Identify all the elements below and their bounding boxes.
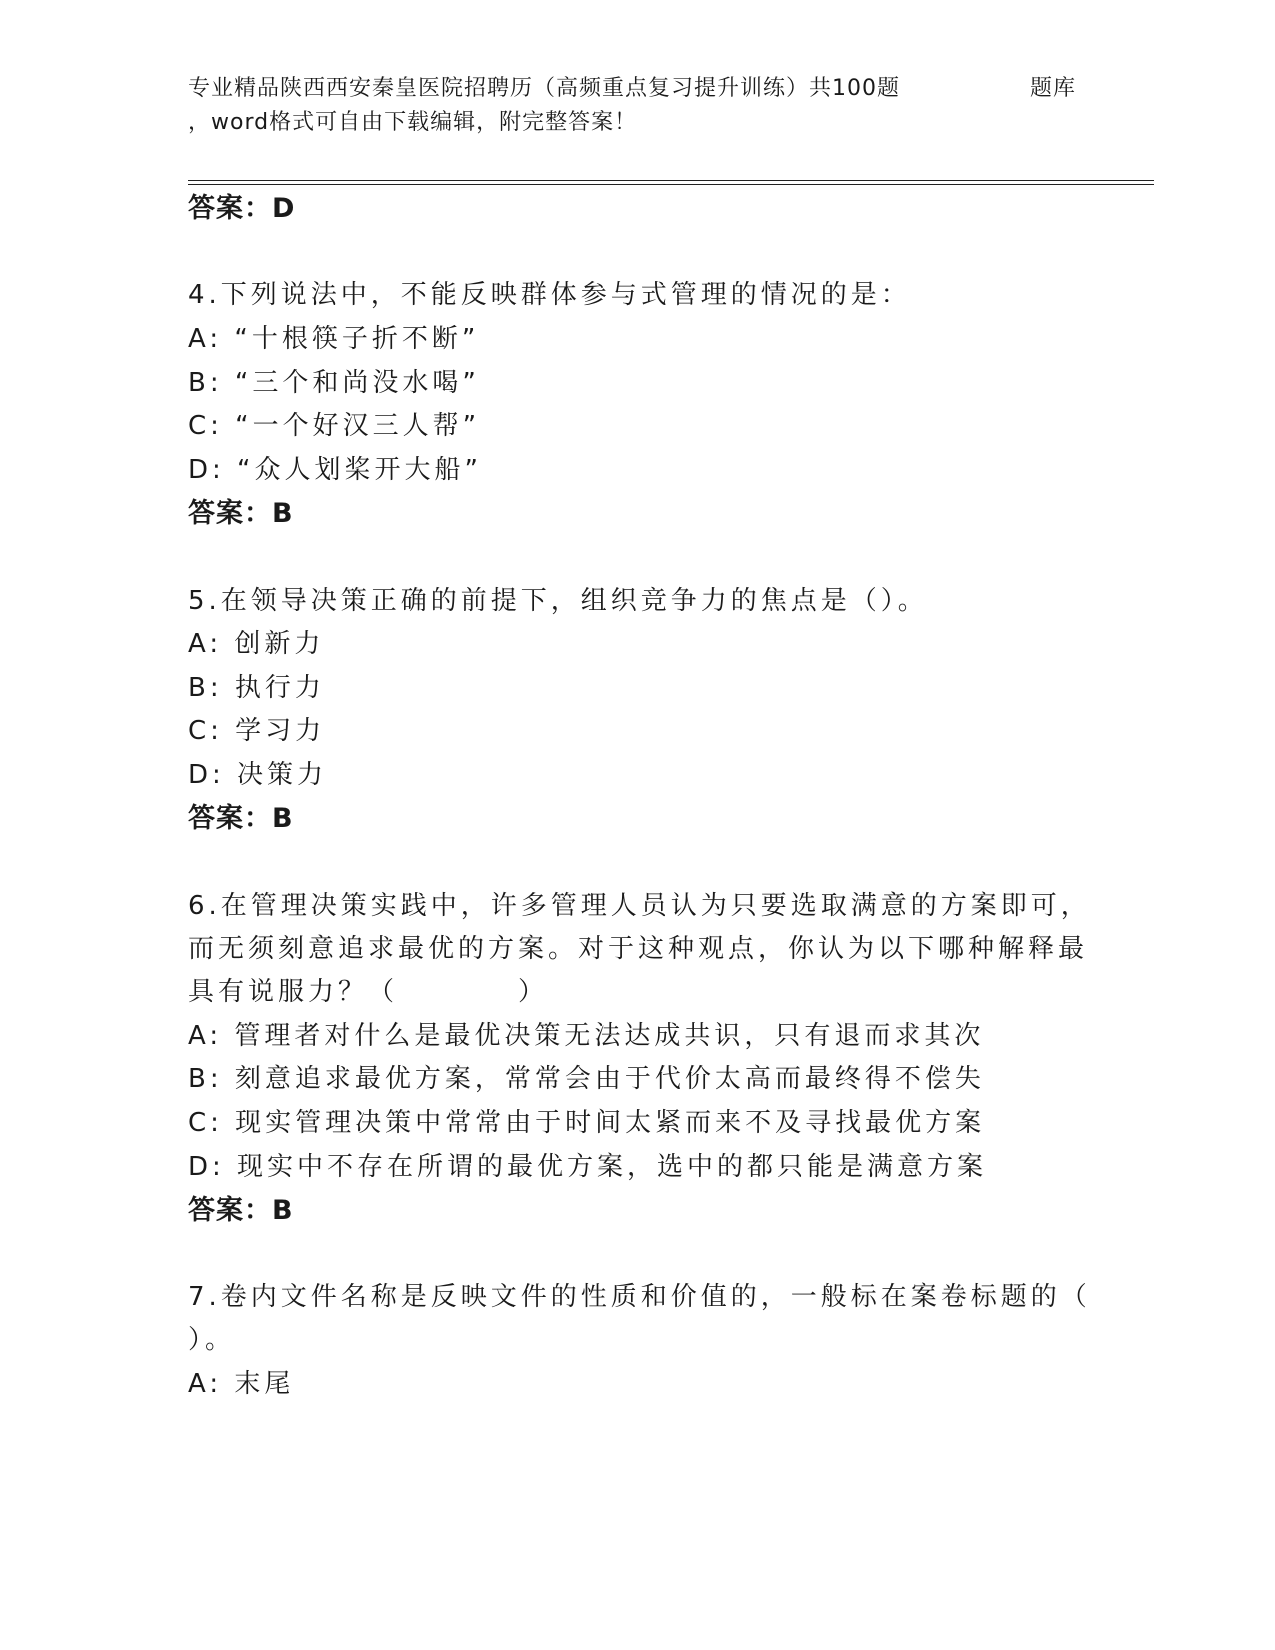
header-tag: 题库	[1030, 76, 1077, 101]
question-4-option-a: A: “十根筷子折不断”	[188, 324, 480, 354]
question-5-option-b: B: 执行力	[188, 673, 325, 703]
question-5-option-d: D: 决策力	[188, 760, 328, 790]
question-4-answer: 答案：B	[188, 498, 294, 529]
question-7-stem-line-2: ）。	[188, 1325, 236, 1355]
question-6-option-c: C: 现实管理决策中常常由于时间太紧而来不及寻找最优方案	[188, 1108, 986, 1138]
question-6-stem-line-2: 而无须刻意追求最优的方案。对于这种观点，你认为以下哪种解释最	[188, 934, 1089, 964]
header-rule-thin	[188, 184, 1154, 185]
question-5-stem: 5.在领导决策正确的前提下，组织竞争力的焦点是（）。	[188, 586, 928, 616]
question-6-stem-line-1: 6.在管理决策实践中，许多管理人员认为只要选取满意的方案即可，	[188, 891, 1091, 921]
header-rule-thick	[188, 180, 1154, 181]
question-4-option-c: C: “一个好汉三人帮”	[188, 411, 481, 441]
question-6-option-b: B: 刻意追求最优方案，常常会由于代价太高而最终得不偿失	[188, 1064, 985, 1094]
question-4-stem: 4.下列说法中，不能反映群体参与式管理的情况的是：	[188, 280, 911, 310]
question-4-option-b: B: “三个和尚没水喝”	[188, 368, 480, 398]
question-7-stem-line-1: 7.卷内文件名称是反映文件的性质和价值的，一般标在案卷标题的（	[188, 1282, 1091, 1312]
question-6-option-a: A: 管理者对什么是最优决策无法达成共识，只有退而求其次	[188, 1021, 985, 1051]
question-6-answer: 答案：B	[188, 1195, 294, 1226]
question-7-option-a: A: 末尾	[188, 1369, 295, 1399]
document-title: 专业精品陕西西安秦皇医院招聘历（高频重点复习提升训练）共100题	[188, 76, 900, 101]
question-6-stem-line-3: 具有说服力？（ ）	[188, 977, 549, 1007]
question-5-option-c: C: 学习力	[188, 716, 326, 746]
question-4-option-d: D: “众人划桨开大船”	[188, 455, 482, 485]
document-subtitle: ，word格式可自由下载编辑，附完整答案！	[188, 110, 638, 135]
question-5-option-a: A: 创新力	[188, 629, 325, 659]
question-5-answer: 答案：B	[188, 803, 294, 834]
previous-answer: 答案：D	[188, 193, 296, 224]
question-6-option-d: D: 现实中不存在所谓的最优方案，选中的都只能是满意方案	[188, 1152, 988, 1182]
header-line-1	[188, 72, 1088, 106]
document-header	[188, 72, 1088, 140]
